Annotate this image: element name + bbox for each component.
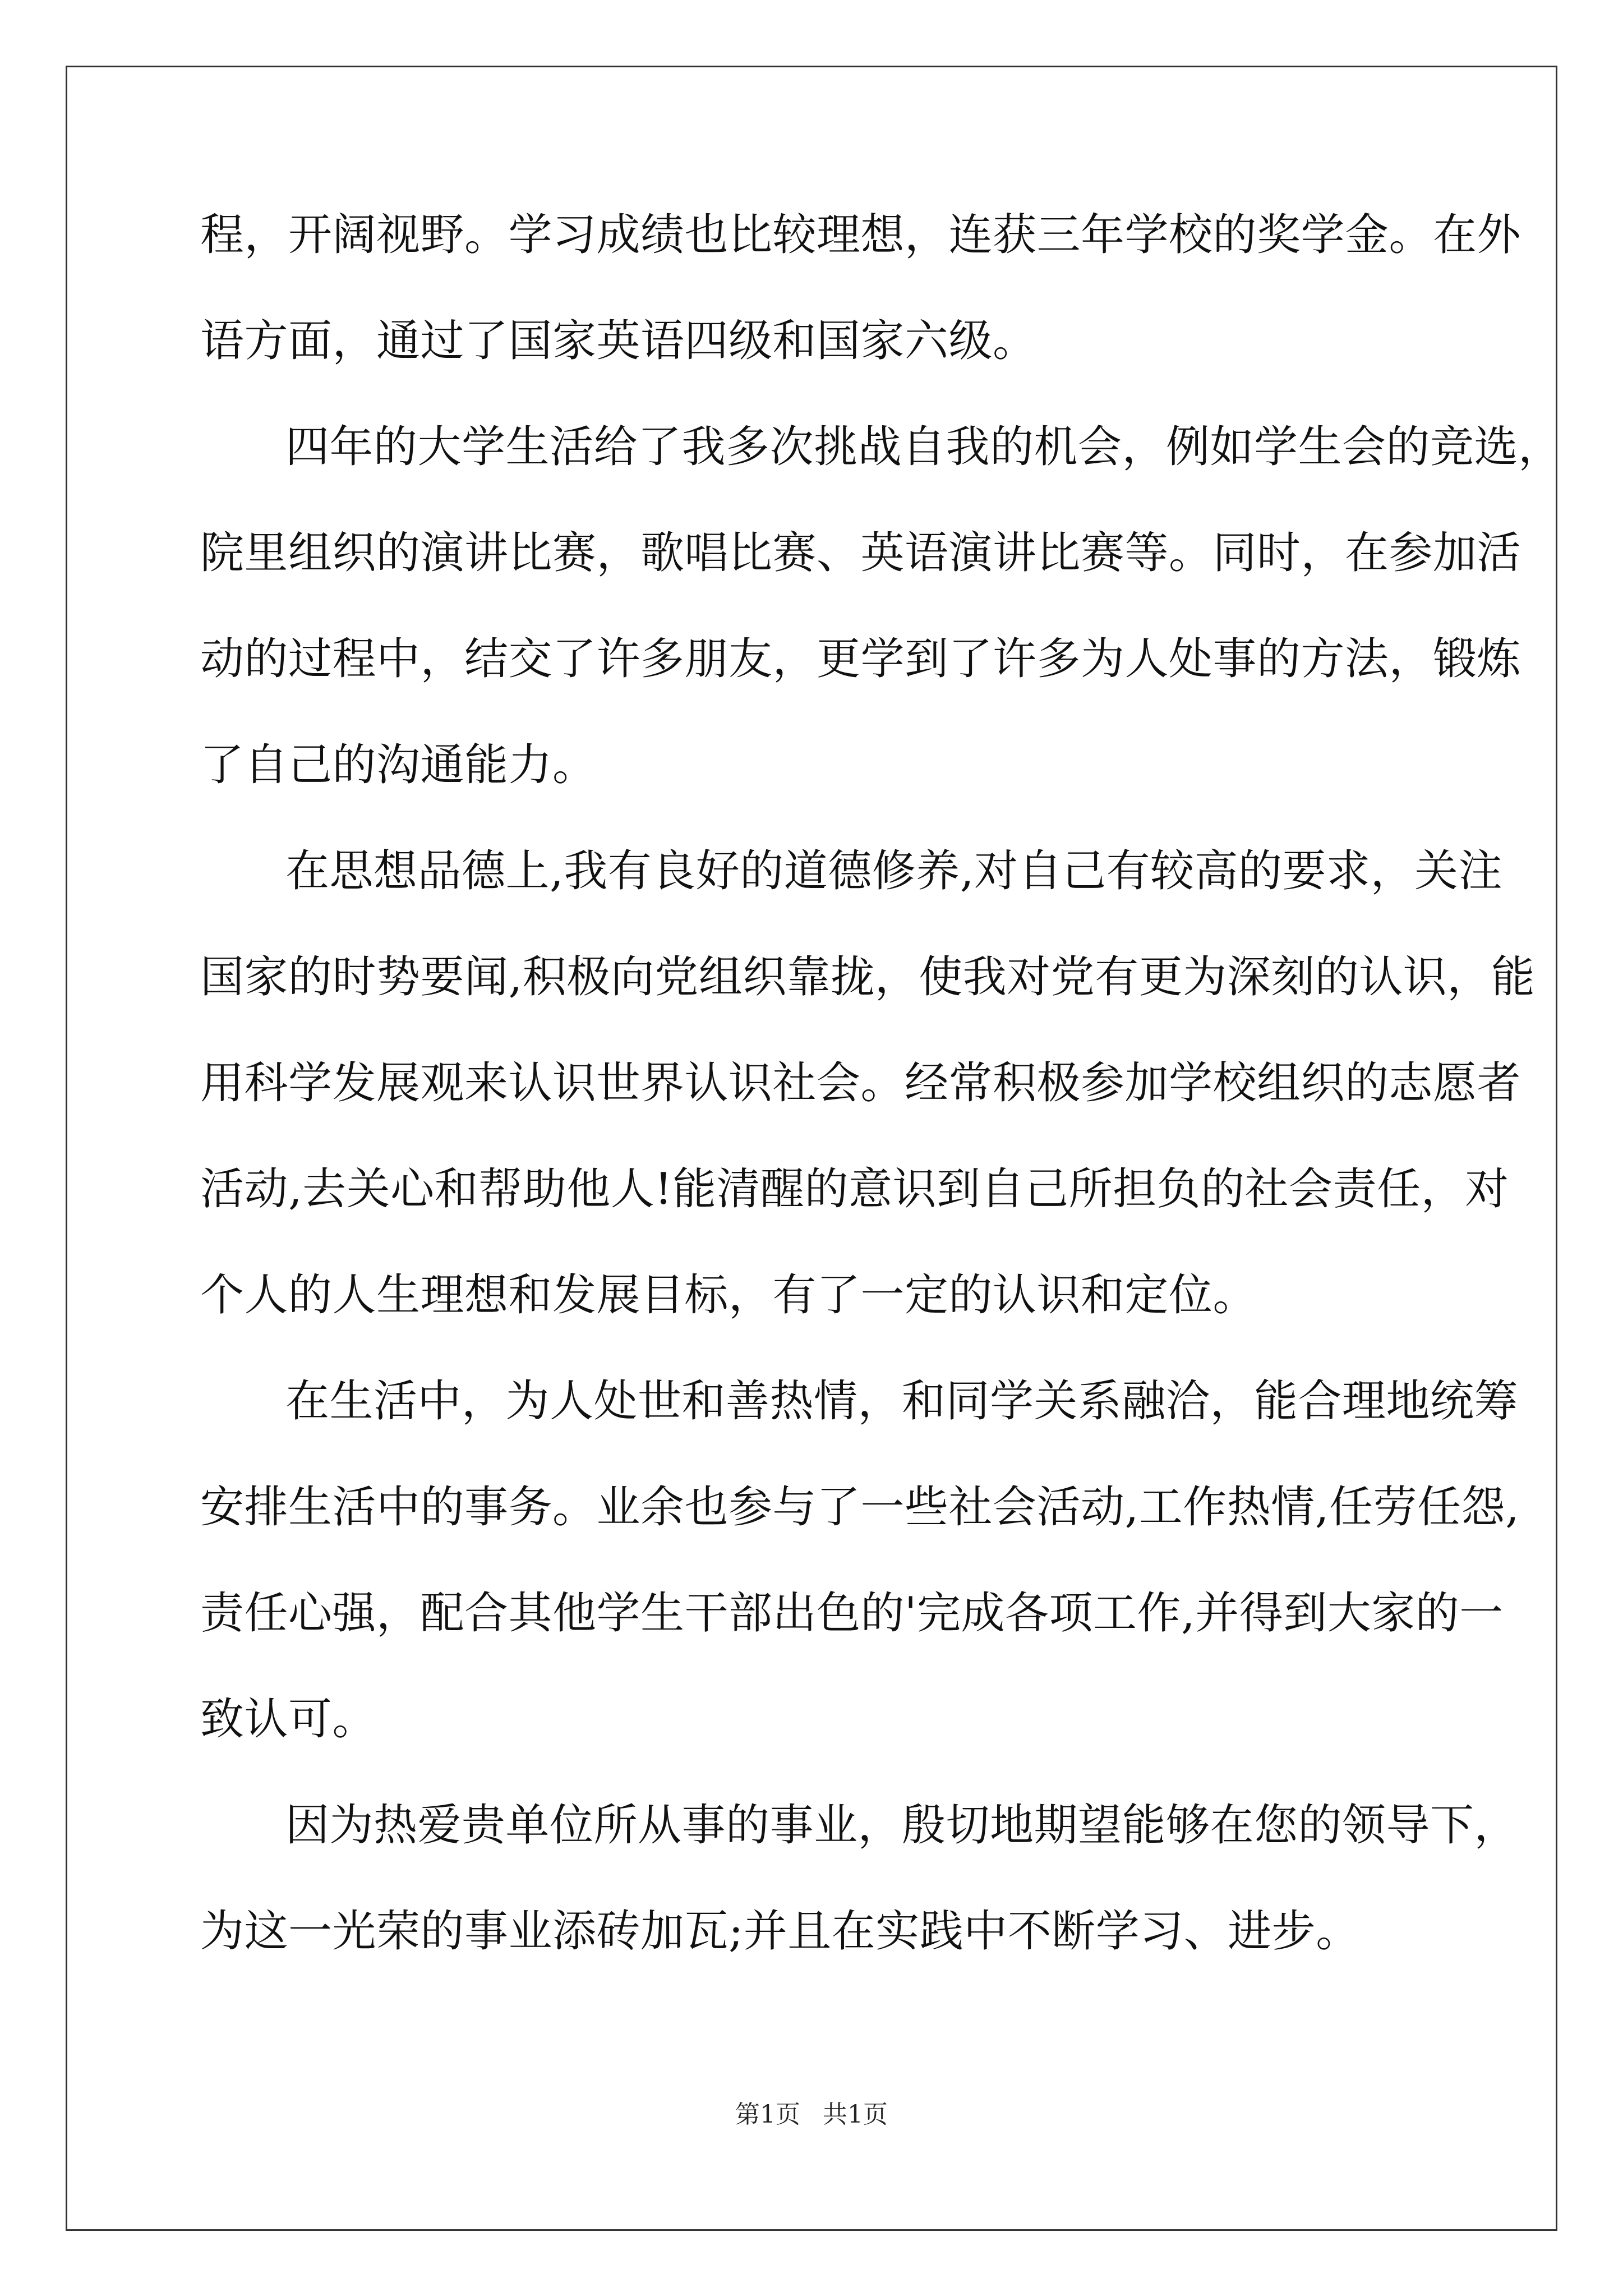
text-line: 程，开阔视野。学习成绩也比较理想，连获三年学校的奖学金。在外	[200, 210, 1521, 260]
text-line: 国家的时势要闻,积极向党组织靠拢，使我对党有更为深刻的认识，能	[200, 952, 1536, 1002]
document-body	[200, 210, 1562, 2016]
text-line: 了自己的沟通能力。	[200, 740, 597, 790]
text-line: 个人的人生理想和发展目标，有了一定的认识和定位。	[200, 1270, 1257, 1320]
text-line: 动的过程中，结交了许多朋友，更学到了许多为人处事的方法，锻炼	[200, 634, 1521, 684]
text-line: 责任心强，配合其他学生干部出色的'完成各项工作,并得到大家的一	[200, 1588, 1504, 1639]
text-line: 在思想品德上,我有良好的道德修养,对自己有较高的要求，关注	[285, 846, 1503, 896]
text-line: 为这一光荣的事业添砖加瓦;并且在实践中不断学习、进步。	[200, 1906, 1360, 1957]
text-line: 在生活中，为人处世和善热情，和同学关系融洽，能合理地统筹	[285, 1376, 1519, 1427]
page-footer	[0, 2094, 1623, 2130]
text-line: 因为热爱贵单位所从事的事业，殷切地期望能够在您的领导下，	[285, 1800, 1519, 1851]
text-line: 四年的大学生活给了我多次挑战自我的机会，例如学生会的竞选，	[285, 422, 1562, 472]
text-line: 语方面，通过了国家英语四级和国家六级。	[200, 316, 1037, 366]
text-line: 致认可。	[200, 1694, 377, 1745]
text-line: 活动,去关心和帮助他人!能清醒的意识到自己所担负的社会责任，对	[200, 1164, 1509, 1214]
text-line: 用科学发展观来认识世界认识社会。经常积极参加学校组织的志愿者	[200, 1058, 1521, 1108]
text-line: 院里组织的演讲比赛，歌唱比赛、英语演讲比赛等。同时，在参加活	[200, 528, 1521, 578]
page-total: 共1页	[823, 2100, 888, 2129]
text-line: 安排生活中的事务。业余也参与了一些社会活动,工作热情,任劳任怨,	[200, 1482, 1520, 1533]
page-number: 第1页	[735, 2100, 800, 2129]
